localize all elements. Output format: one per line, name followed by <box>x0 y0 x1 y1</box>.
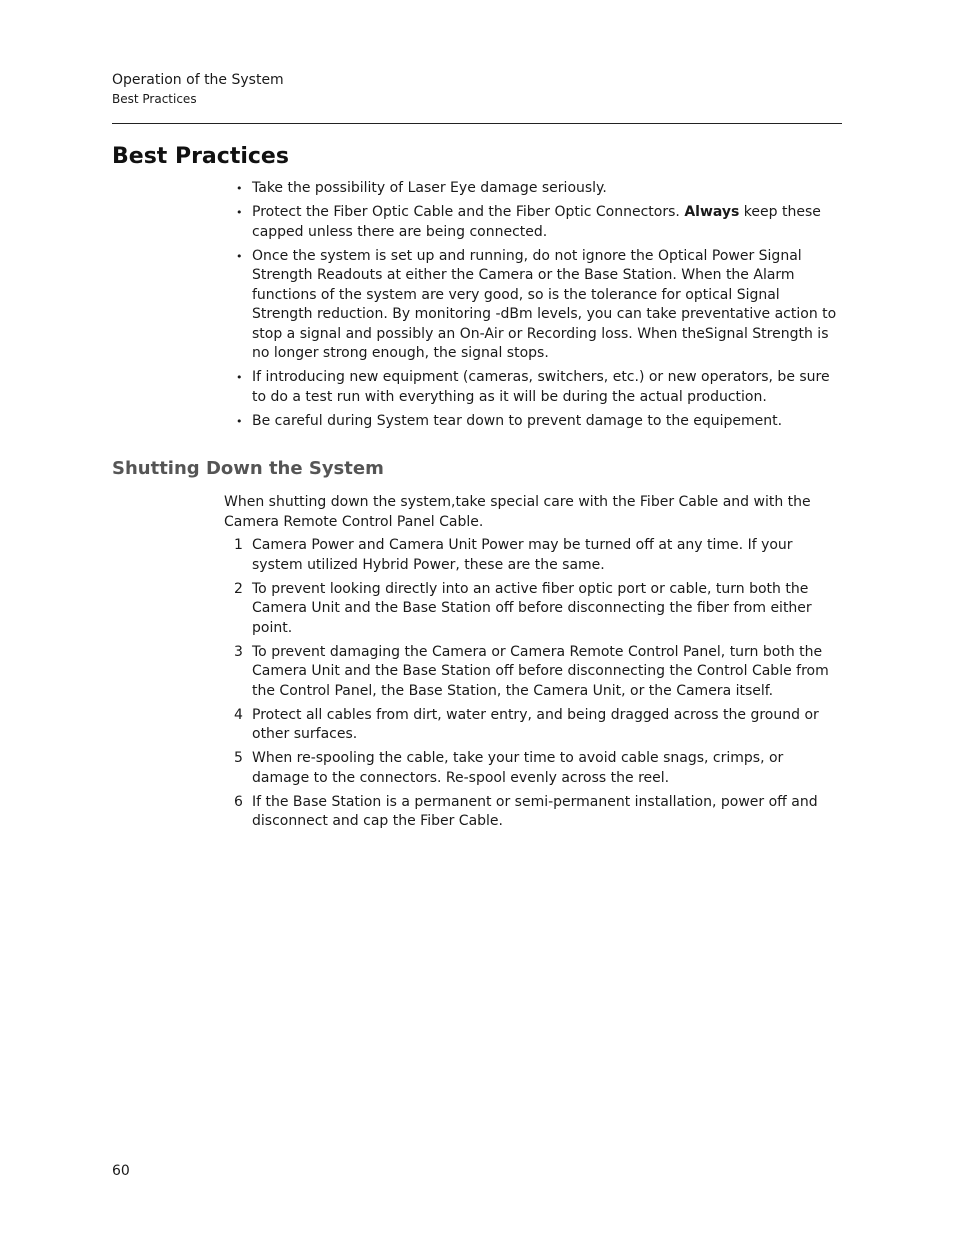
step-number: 4 <box>234 706 243 723</box>
step-item <box>234 536 844 575</box>
bullet-item <box>236 368 844 407</box>
page-number: 60 <box>112 1163 130 1179</box>
step-item <box>234 749 844 788</box>
bullet-text <box>252 204 821 240</box>
bullet-item <box>236 247 844 364</box>
bullet-text: Once the system is set up and running, do not ignore the Optical Power Signal Strength Readouts at either the Camera or the Base Station. When the Alarm functions of the system are very good, so is the tolerance for optical Signal Strength reduction. By monitoring -dBm levels, you can take preventative action to stop a signal and possibly an On-Air or Recording loss. When theSignal Strength is no longer strong enough, the signal stops. <box>252 247 837 361</box>
step-number: 6 <box>234 793 243 810</box>
bullet-icon: • <box>236 206 243 219</box>
step-text: Protect all cables from dirt, water entry, and being dragged across the ground or other surfaces. <box>252 706 819 742</box>
step-text: To prevent damaging the Camera or Camera Remote Control Panel, turn both the Camera Unit and the Base Station off before disconnecting the Control Cable from the Control Panel, the Base Station, the Camera Unit, or the Camera itself. <box>252 643 829 699</box>
step-number: 2 <box>234 580 243 597</box>
bullet-icon: • <box>236 414 243 428</box>
bullet-icon: • <box>236 182 243 195</box>
bullet-text: Take the possibility of Laser Eye damage seriously. <box>252 180 607 196</box>
bullet-text-part: Protect the Fiber Optic Cable and the Fiber Optic Connectors. <box>252 204 685 220</box>
bullet-item <box>236 412 844 432</box>
running-header <box>112 71 284 109</box>
shutting-down-heading: Shutting Down the System <box>112 458 384 479</box>
step-item <box>234 706 844 745</box>
step-text: Camera Power and Camera Unit Power may be turned off at any time. If your system utilized Hybrid Power, these are the same. <box>252 537 793 573</box>
bullet-icon: • <box>236 371 243 384</box>
step-text: To prevent looking directly into an active fiber optic port or cable, turn both the Camera Unit and the Base Station off before disconnecting the fiber from either point. <box>252 580 812 636</box>
best-practices-heading: Best Practices <box>112 144 289 169</box>
header-section-title: Best Practices <box>112 92 197 106</box>
step-number: 3 <box>234 643 243 660</box>
shutting-down-intro: When shutting down the system,take special care with the Fiber Cable and with the Camera Remote Control Panel Cable. <box>224 494 811 530</box>
step-number: 5 <box>234 750 243 766</box>
bullet-text-part: keep these capped unless there are being connected. <box>252 204 821 240</box>
bullet-item <box>236 179 844 199</box>
bullet-item <box>236 203 844 242</box>
bullet-icon: • <box>236 249 243 263</box>
step-item <box>234 643 844 702</box>
bullet-emphasis: Always <box>684 204 740 220</box>
header-divider <box>112 123 842 124</box>
step-item <box>234 793 844 832</box>
step-text: When re-spooling the cable, take your time to avoid cable snags, crimps, or damage to the connectors. Re-spool evenly across the reel. <box>252 750 784 786</box>
bullet-text: If introducing new equipment (cameras, switchers, etc.) or new operators, be sure to do a test run with everything as it will be during the actual production. <box>252 369 830 405</box>
shutting-down-steps <box>234 536 844 836</box>
step-number: 1 <box>234 537 243 553</box>
bullet-text: Be careful during System tear down to prevent damage to the equipement. <box>252 412 783 429</box>
header-chapter-title: Operation of the System <box>112 72 284 88</box>
step-text: If the Base Station is a permanent or semi-permanent installation, power off and disconnect and cap the Fiber Cable. <box>252 793 818 829</box>
best-practices-list <box>236 179 844 436</box>
step-item <box>234 580 844 639</box>
